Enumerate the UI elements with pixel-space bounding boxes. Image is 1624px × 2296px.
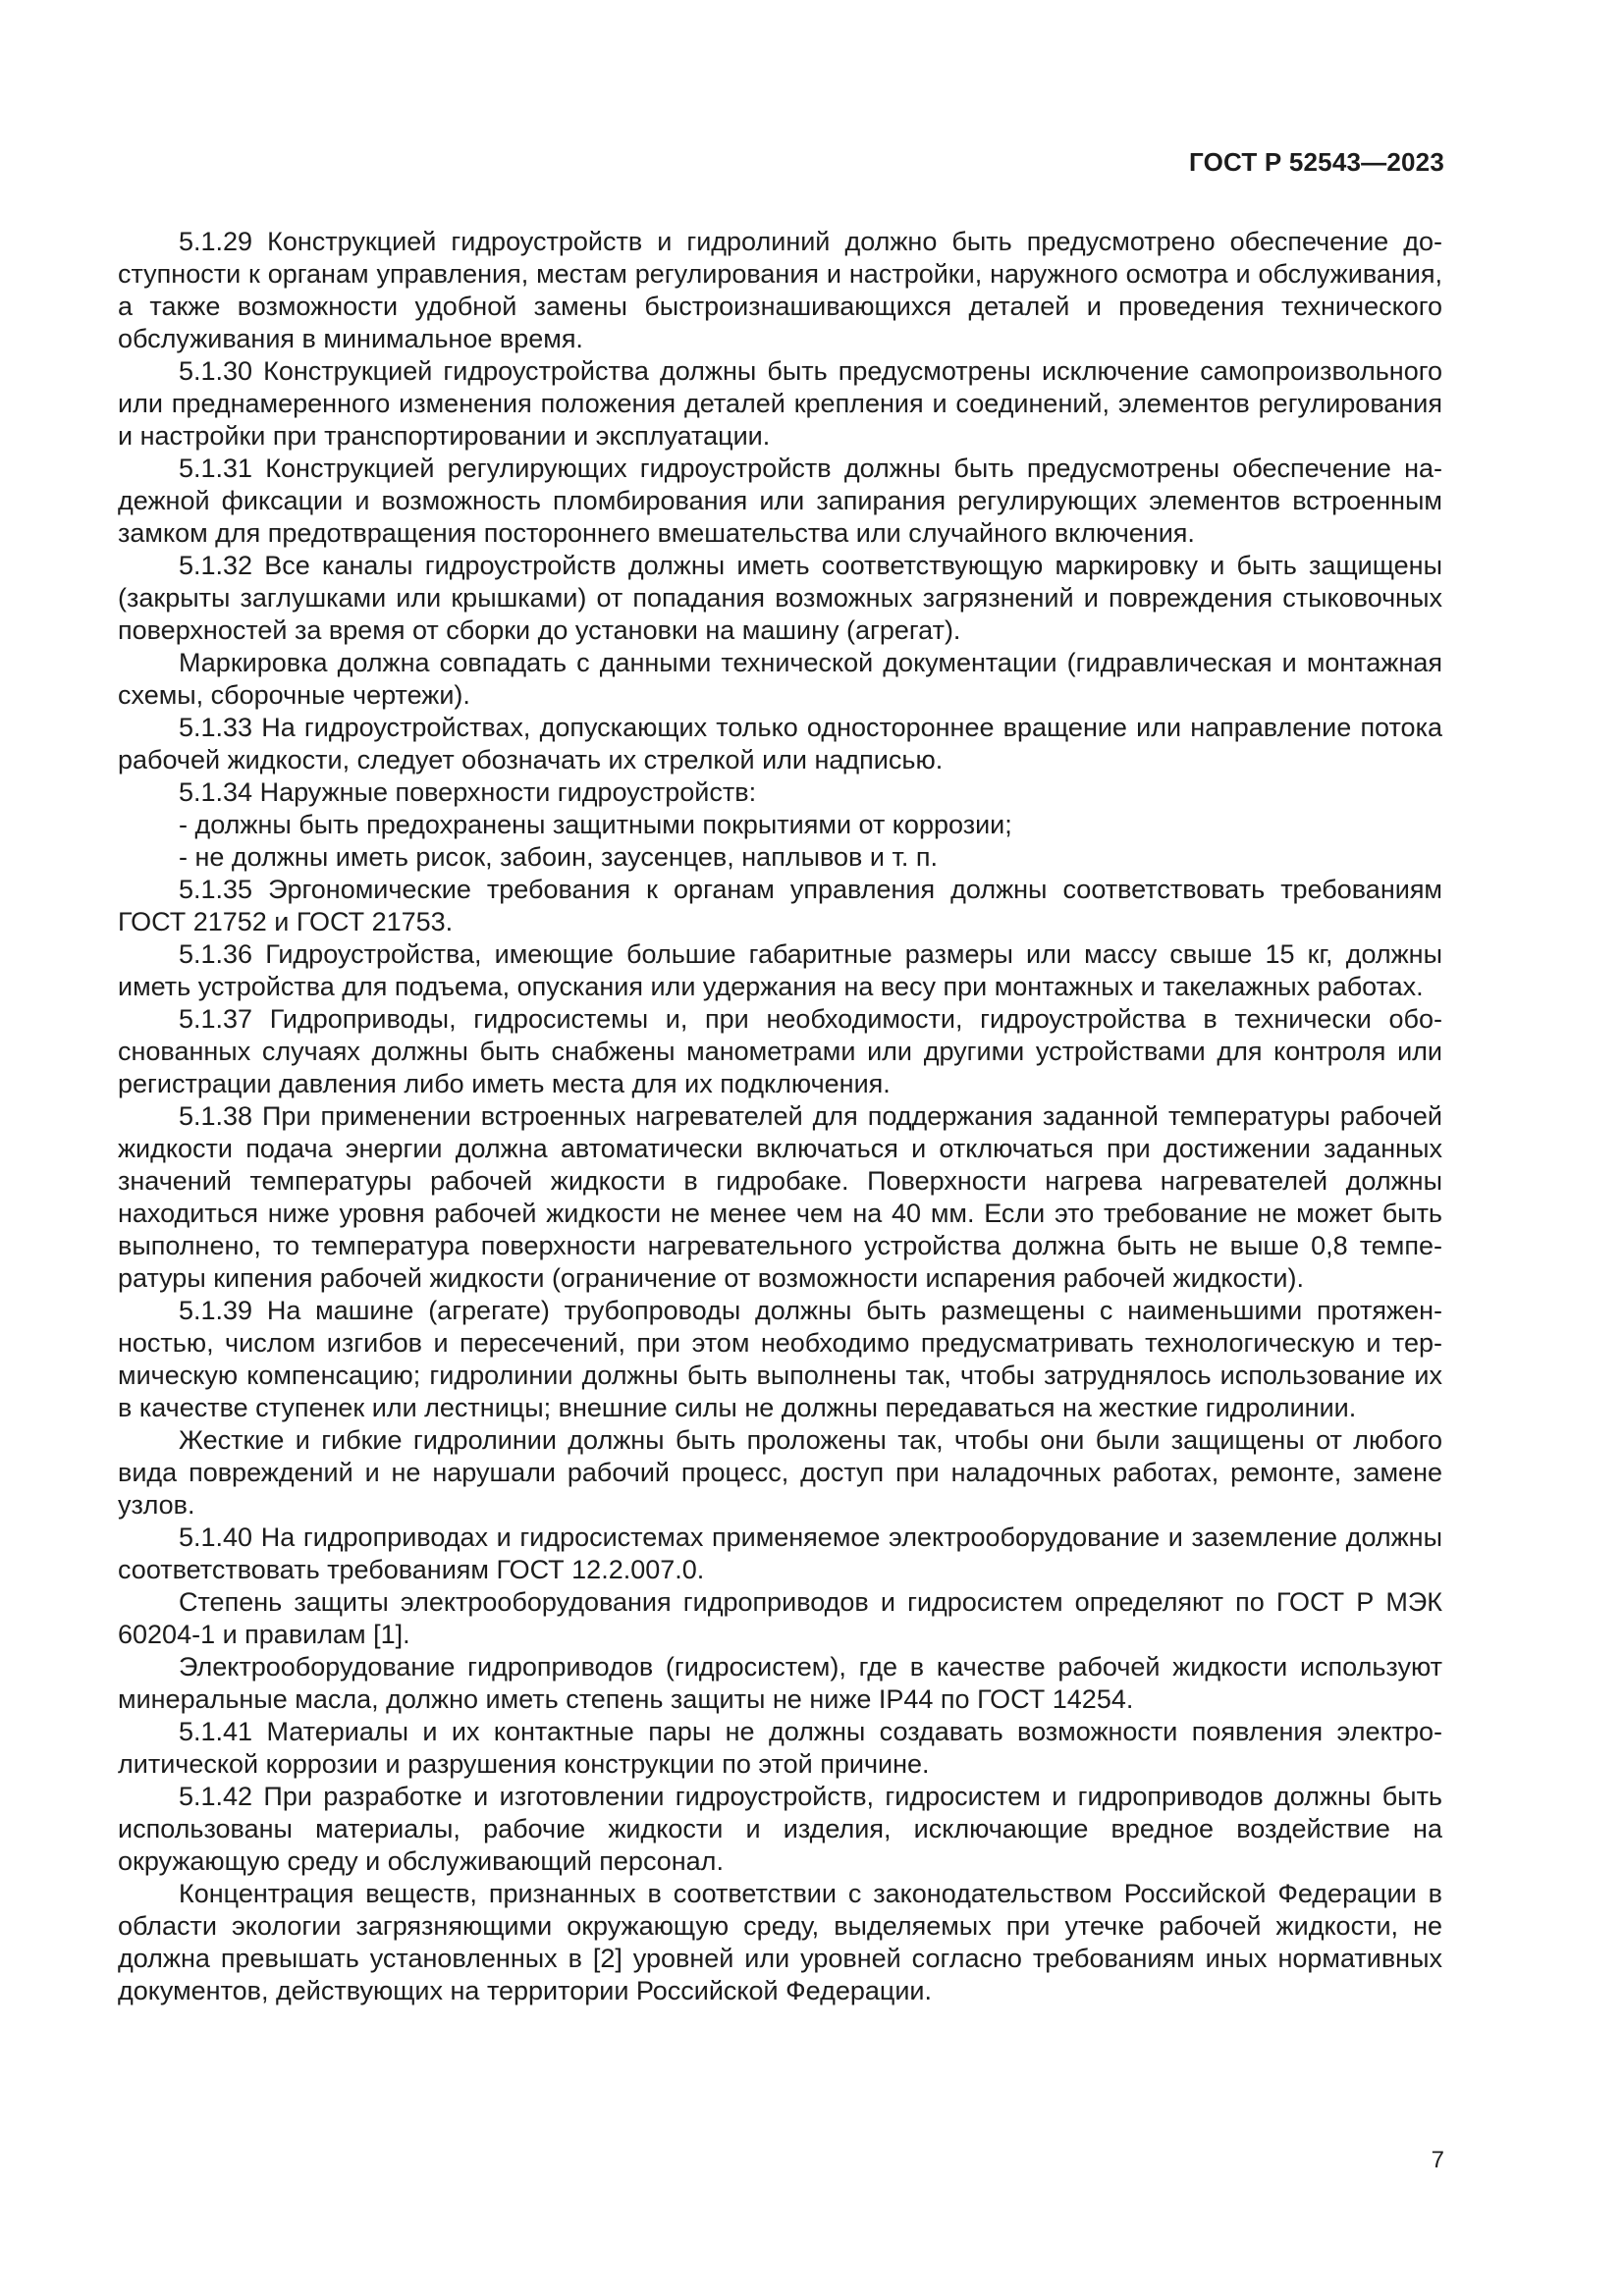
paragraph-electrical-equipment: Электрооборудование гидроприводов (гидросистем), где в качестве рабочей жидкости используют минеральные масла, должно иметь степень защиты не ниже IP44 по ГОСТ 14254. (118, 1652, 1442, 1714)
paragraph-5-1-29: 5.1.29 Конструкцией гидроустройств и гидролиний должно быть предусмотрено обеспечение доступности к органам управления, местам регулирования и настройки, наружного осмотра и обслуживания, а также возможности удобной замены быстроизнашивающихся деталей и проведения технического обслуживания в минимальное время. (118, 227, 1442, 353)
paragraph-hydrolines: Жесткие и гибкие гидролинии должны быть проложены так, чтобы они были защищены от любого вида повреждений и не нарушали рабочий процесс, доступ при наладочных работах, ремонте, замене узлов. (118, 1425, 1442, 1520)
paragraph-protection-degree: Степень защиты электрооборудования гидроприводов и гидросистем определяют по ГОСТ Р МЭК 60204-1 и правилам [1]. (118, 1587, 1442, 1649)
page-number: 7 (1431, 2147, 1444, 2173)
paragraph-5-1-40: 5.1.40 На гидроприводах и гидросистемах применяемое электрооборудование и заземление должны соответствовать требованиям ГОСТ 12.2.007.0. (118, 1522, 1442, 1584)
list-item: - должны быть предохранены защитными покрытиями от коррозии; (179, 810, 1012, 839)
paragraph-5-1-32: 5.1.32 Все каналы гидроустройств должны иметь соответствующую маркировку и быть защищены (закрыты заглушками или крышками) от попадания возможных загрязнений и повреждения стыковочных поверхностей за время от сборки до установки на машину (агрегат). (118, 551, 1442, 645)
paragraph-5-1-42: 5.1.42 При разработке и изготовлении гидроустройств, гидросистем и гидроприводов должны быть использованы материалы, рабочие жидкости и изделия, исключающие вредное воздействие на окружающую среду и обслуживающий персонал. (118, 1782, 1442, 1876)
document-designation: ГОСТ Р 52543—2023 (1189, 147, 1444, 177)
paragraph-concentration: Концентрация веществ, признанных в соответствии с законодательством Российской Федерации в области экологии загрязняющими окружающую среду, выделяемых при утечке рабочей жидкости, не должна превышать установленных в [2] уровней или уровней согласно требованиям иных нормативных документов, действующих на территории Российской Федерации. (118, 1879, 1442, 2005)
paragraph-5-1-41: 5.1.41 Материалы и их контактные пары не должны создавать возможности появления электролитической коррозии и разрушения конструкции по этой причине. (118, 1717, 1442, 1779)
paragraph-5-1-34: 5.1.34 Наружные поверхности гидроустройств: (179, 777, 757, 807)
paragraph-5-1-33: 5.1.33 На гидроустройствах, допускающих только одностороннее вращение или направление потока рабочей жидкости, следует обозначать их стрелкой или надписью. (118, 713, 1442, 774)
paragraph-5-1-35: 5.1.35 Эргономические требования к органам управления должны соответствовать требованиям ГОСТ 21752 и ГОСТ 21753. (118, 875, 1442, 936)
document-body (118, 226, 1442, 2007)
paragraph-5-1-39: 5.1.39 На машине (агрегате) трубопроводы должны быть размещены с наименьшими протяженностью, числом изгибов и пересечений, при этом необходимо предусматривать технологическую и термическую компенсацию; гидролинии должны быть выполнены так, чтобы затруднялось использование их в качестве ступенек или лестницы; внешние силы не должны передаваться на жесткие гидролинии. (118, 1296, 1442, 1422)
paragraph-5-1-36: 5.1.36 Гидроустройства, имеющие большие габаритные размеры или массу свыше 15 кг, должны иметь устройства для подъема, опускания или удержания на весу при монтажных и такелажных работах. (118, 939, 1442, 1001)
paragraph-5-1-38: 5.1.38 При применении встроенных нагревателей для поддержания заданной температуры рабочей жидкости подача энергии должна автоматически включаться и отключаться при достижении заданных значений температуры рабочей жидкости в гидробаке. Поверхности нагрева нагревателей должны находиться ниже уровня рабочей жидкости не менее чем на 40 мм. Если это требование не может быть выполнено, то температура поверхности нагревательного устройства должна быть не выше 0,8 температуры кипения рабочей жидкости (ограничение от возможности испарения рабочей жидкости). (118, 1101, 1442, 1293)
list-item: - не должны иметь рисок, забоин, заусенцев, наплывов и т. п. (179, 842, 938, 872)
paragraph-marking: Маркировка должна совпадать с данными технической документации (гидравлическая и монтажная схемы, сборочные чертежи). (118, 648, 1442, 710)
paragraph-5-1-31: 5.1.31 Конструкцией регулирующих гидроустройств должны быть предусмотрены обеспечение надежной фиксации и возможность пломбирования или запирания регулирующих элементов встроенным замком для предотвращения постороннего вмешательства или случайного включения. (118, 454, 1442, 548)
paragraph-5-1-30: 5.1.30 Конструкцией гидроустройства должны быть предусмотрены исключение самопроизвольного или преднамеренного изменения положения деталей крепления и соединений, элементов регулирования и настройки при транспортировании и эксплуатации. (118, 356, 1442, 451)
paragraph-5-1-37: 5.1.37 Гидроприводы, гидросистемы и, при необходимости, гидроустройства в технически обоснованных случаях должны быть снабжены манометрами или другими устройствами для контроля или регистрации давления либо иметь места для их подключения. (118, 1004, 1442, 1098)
